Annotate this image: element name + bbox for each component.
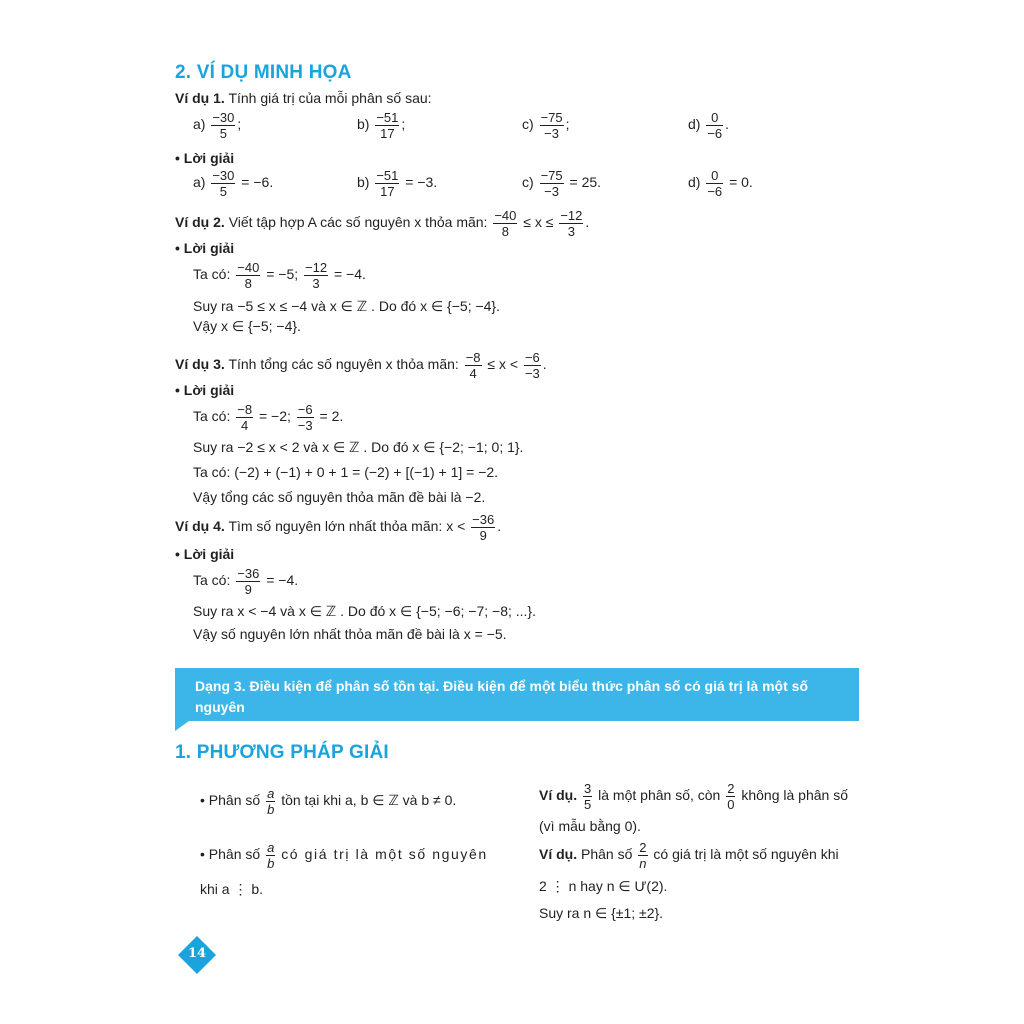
example-label: Ví dụ 4.	[175, 518, 225, 535]
example-label: Ví dụ.	[539, 846, 578, 863]
fraction: $\frac{0}{-6}$	[707, 110, 723, 141]
item-label: d)	[688, 174, 701, 191]
method-example-1	[539, 781, 848, 812]
fraction: $\frac{-12}{3}$	[305, 260, 328, 291]
ex4-solution-line-2: Suy ra x < −4 và x ∈ ℤ . Do đó x ∈ {−5; −6; −7; −8; ...}.	[193, 603, 536, 619]
fraction: $\frac{2}{n}$	[639, 840, 647, 871]
method-bullet-2	[200, 840, 488, 871]
example-text: Tìm số nguyên lớn nhất thỏa mãn:	[228, 518, 443, 535]
ex4-solution-line-1	[193, 566, 298, 597]
example-text: Tính tổng các số nguyên x thỏa mãn:	[228, 356, 459, 373]
line-prefix: Ta có:	[193, 266, 231, 283]
line-mid: = −2;	[258, 408, 291, 425]
example-1-prompt	[175, 88, 432, 108]
answer-value: = 25.	[569, 174, 602, 191]
fraction: $\frac{-75}{-3}$	[540, 168, 563, 199]
fraction: $\frac{-40}{8}$	[494, 208, 517, 239]
example-2-prompt	[175, 208, 589, 239]
method-bullet-2-cont: khi a ⋮ b.	[200, 881, 264, 897]
solution-label: • Lời giải	[175, 150, 235, 166]
example-text-end: có giá trị là một số nguyên khi	[653, 846, 839, 863]
item-tail: ;	[237, 116, 242, 133]
method-example-2	[539, 840, 839, 871]
ex3-solution-line-4: Vậy tổng các số nguyên thỏa mãn đề bài là −2.	[193, 489, 486, 505]
solution-label: • Lời giải	[175, 382, 235, 398]
line-end: = 2.	[319, 408, 344, 425]
method-bullet-1	[200, 786, 456, 817]
example-label: Ví dụ 1.	[175, 90, 225, 106]
fraction: $\frac{-30}{5}$	[212, 110, 235, 141]
fraction: $\frac{-75}{-3}$	[540, 110, 563, 141]
answer-value: = 0.	[729, 174, 753, 191]
fraction: $\frac{-8}{4}$	[465, 350, 481, 381]
answer-value: = −6.	[241, 174, 274, 191]
solution-label: • Lời giải	[175, 546, 235, 562]
line-end: = −4.	[333, 266, 366, 283]
fraction: $\frac{-6}{-3}$	[524, 350, 540, 381]
fraction: $\frac{-40}{8}$	[237, 260, 260, 291]
ex3-solution-line-2: Suy ra −2 ≤ x < 2 và x ∈ ℤ . Do đó x ∈ {−2; −1; 0; 1}.	[193, 439, 524, 455]
fraction: $\frac{a}{b}$	[267, 786, 275, 817]
bullet-text: tồn tại khi a, b ∈ ℤ và b ≠ 0.	[281, 792, 457, 809]
example-text: Viết tập hợp A các số nguyên x thỏa mãn:	[228, 214, 488, 231]
bullet-text: có giá trị là một số nguyên	[281, 846, 488, 863]
method-example-2-line-2: 2 ⋮ n hay n ∈ Ư(2).	[539, 878, 668, 894]
fraction: $\frac{a}{b}$	[267, 840, 275, 871]
item-tail: ;	[565, 116, 570, 133]
example-3-prompt	[175, 350, 547, 381]
section-banner	[175, 668, 859, 721]
item-label: d)	[688, 116, 701, 133]
fraction: $\frac{-12}{3}$	[560, 208, 583, 239]
example-text: là một phân số, còn	[598, 787, 721, 804]
banner-notch	[175, 721, 189, 731]
section-title: 2. VÍ DỤ MINH HỌA	[175, 62, 352, 83]
example-label: Ví dụ 2.	[175, 214, 225, 231]
fraction: $\frac{-51}{17}$	[376, 168, 399, 199]
item-tail: .	[725, 116, 730, 133]
ex1-answer-b	[357, 168, 437, 199]
fraction: $\frac{-30}{5}$	[212, 168, 235, 199]
fraction: $\frac{0}{-6}$	[707, 168, 723, 199]
item-tail: ;	[401, 116, 406, 133]
example-text-end: không là phân số	[741, 787, 848, 804]
inequality: x <	[446, 518, 466, 535]
ex1-answer-d	[688, 168, 753, 199]
ex4-solution-line-3: Vậy số nguyên lớn nhất thỏa mãn đề bài là x = −5.	[193, 626, 507, 642]
method-example-1-cont: (vì mẫu bằng 0).	[539, 818, 641, 834]
fraction: $\frac{-6}{-3}$	[297, 402, 313, 433]
item-label: a)	[193, 174, 206, 191]
punctuation: .	[542, 356, 547, 373]
fraction: $\frac{3}{5}$	[584, 781, 592, 812]
ex1-item-d	[688, 110, 729, 141]
fraction: $\frac{-36}{9}$	[237, 566, 260, 597]
example-text: Tính giá trị của mỗi phân số sau:	[228, 90, 432, 106]
example-text: Phân số	[581, 846, 633, 863]
item-label: a)	[193, 116, 206, 133]
inequality: ≤ x ≤	[523, 214, 554, 231]
section-title-method: 1. PHƯƠNG PHÁP GIẢI	[175, 742, 389, 763]
page-number-badge	[178, 936, 216, 974]
method-example-2-line-3: Suy ra n ∈ {±1; ±2}.	[539, 905, 664, 921]
ex2-solution-line-1	[193, 260, 366, 291]
ex2-solution-line-3: Vậy x ∈ {−5; −4}.	[193, 318, 301, 334]
banner-text: Dạng 3. Điều kiện để phân số tồn tại. Điều kiện để một biểu thức phân số có giá trị là một số nguyên	[195, 678, 808, 715]
line-end: = −4.	[266, 572, 299, 589]
item-label: b)	[357, 174, 370, 191]
line-prefix: Ta có:	[193, 408, 231, 425]
bullet-prefix: • Phân số	[200, 846, 261, 863]
punctuation: .	[585, 214, 590, 231]
item-label: c)	[522, 116, 534, 133]
item-label: b)	[357, 116, 370, 133]
page-number: 14	[187, 946, 207, 961]
punctuation: .	[497, 518, 502, 535]
line-mid: = −5;	[266, 266, 299, 283]
ex1-item-a	[193, 110, 241, 141]
ex1-answer-c	[522, 168, 601, 199]
ex3-solution-line-1	[193, 402, 343, 433]
answer-value: = −3.	[405, 174, 438, 191]
example-label: Ví dụ.	[539, 787, 578, 804]
example-4-prompt	[175, 512, 501, 543]
line-prefix: Ta có:	[193, 572, 231, 589]
solution-label: • Lời giải	[175, 240, 235, 256]
ex3-solution-line-3: Ta có: (−2) + (−1) + 0 + 1 = (−2) + [(−1) + 1] = −2.	[193, 464, 499, 480]
item-label: c)	[522, 174, 534, 191]
fraction: $\frac{-8}{4}$	[237, 402, 253, 433]
ex1-item-b	[357, 110, 405, 141]
ex2-solution-line-2: Suy ra −5 ≤ x ≤ −4 và x ∈ ℤ . Do đó x ∈ {−5; −4}.	[193, 298, 501, 314]
inequality: ≤ x <	[487, 356, 519, 373]
fraction: $\frac{2}{0}$	[727, 781, 735, 812]
ex1-answer-a	[193, 168, 273, 199]
fraction: $\frac{-51}{17}$	[376, 110, 399, 141]
fraction: $\frac{-36}{9}$	[472, 512, 495, 543]
bullet-prefix: • Phân số	[200, 792, 261, 809]
ex1-item-c	[522, 110, 570, 141]
example-label: Ví dụ 3.	[175, 356, 225, 373]
